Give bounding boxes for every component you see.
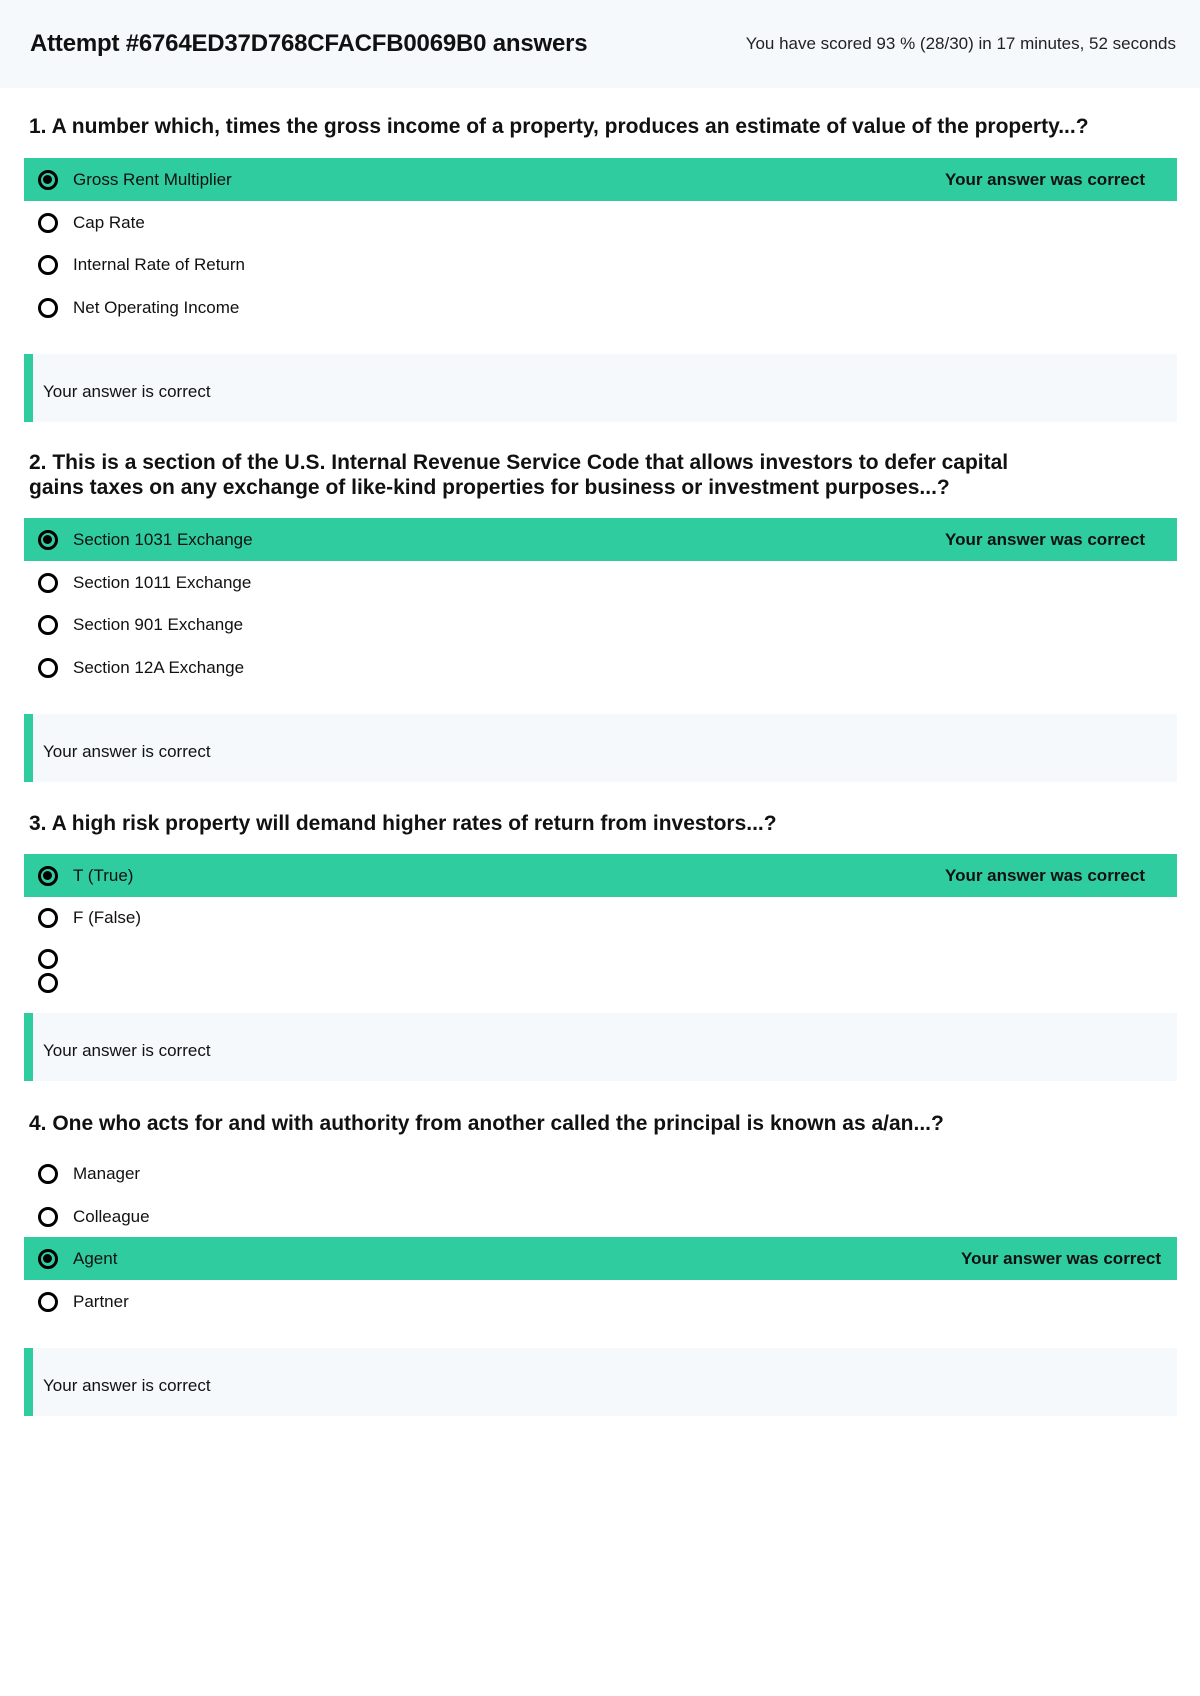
feedback-box: Your answer is correct [24, 1348, 1177, 1416]
answer-option[interactable] [24, 518, 1177, 561]
radio-icon[interactable] [38, 1207, 58, 1227]
option-label: Agent [73, 1248, 118, 1268]
score-summary: You have scored 93 % (28/30) in 17 minutes, 52 seconds [745, 34, 1176, 53]
radio-icon[interactable] [38, 573, 58, 593]
answer-option[interactable] [24, 1195, 1177, 1238]
feedback-box: Your answer is correct [24, 714, 1177, 782]
question-title: 4. One who acts for and with authority from another called the principal is known as a/an...? [29, 1112, 944, 1135]
radio-icon[interactable] [38, 908, 58, 928]
answer-option[interactable] [24, 1152, 1177, 1195]
radio-icon[interactable] [38, 1164, 58, 1184]
answer-option[interactable] [24, 896, 1177, 939]
radio-checked-icon[interactable] [38, 170, 58, 190]
feedback-box: Your answer is correct [24, 1013, 1177, 1081]
option-label: Manager [73, 1163, 141, 1183]
page-header [0, 0, 1200, 88]
option-label: F (False) [73, 907, 141, 927]
radio-icon[interactable] [38, 298, 58, 318]
option-label: Cap Rate [73, 212, 145, 232]
answer-option[interactable] [24, 854, 1177, 897]
correct-verdict: Your answer was correct [945, 169, 1145, 189]
answer-option[interactable] [24, 201, 1177, 244]
radio-checked-icon[interactable] [38, 866, 58, 886]
correct-verdict: Your answer was correct [945, 529, 1145, 549]
option-label: Section 1011 Exchange [73, 572, 252, 592]
radio-icon[interactable] [38, 615, 58, 635]
feedback-box: Your answer is correct [24, 354, 1177, 422]
option-label: Net Operating Income [73, 297, 240, 317]
answer-option[interactable] [24, 603, 1177, 646]
answer-option[interactable] [24, 646, 1177, 689]
radio-icon[interactable] [38, 973, 58, 993]
radio-icon[interactable] [38, 1292, 58, 1312]
radio-icon[interactable] [38, 255, 58, 275]
correct-verdict: Your answer was correct [945, 865, 1145, 885]
question-title: 2. This is a section of the U.S. Internal Revenue Service Code that allows investors to defer capital gains taxes on any exchange of like-kind properties for business or investment purposes...? [29, 451, 1009, 499]
question-title: 3. A high risk property will demand higher rates of return from investors...? [29, 812, 777, 835]
answer-option[interactable] [24, 1280, 1177, 1323]
correct-verdict: Your answer was correct [961, 1248, 1161, 1268]
option-label: Section 901 Exchange [73, 614, 244, 634]
radio-checked-icon[interactable] [38, 530, 58, 550]
option-label: Internal Rate of Return [73, 254, 245, 274]
option-label: Partner [73, 1291, 129, 1311]
page-title: Attempt #6764ED37D768CFACFB0069B0 answers [30, 30, 588, 57]
radio-checked-icon[interactable] [38, 1249, 58, 1269]
answer-option[interactable] [24, 561, 1177, 604]
option-label: T (True) [73, 865, 134, 885]
radio-icon[interactable] [38, 658, 58, 678]
radio-icon[interactable] [38, 213, 58, 233]
radio-icon[interactable] [38, 949, 58, 969]
answer-option[interactable] [24, 243, 1177, 286]
answer-option[interactable] [24, 1237, 1177, 1280]
answer-option[interactable] [24, 286, 1177, 329]
option-label: Section 12A Exchange [73, 657, 245, 677]
answer-option[interactable] [24, 158, 1177, 201]
question-title: 1. A number which, times the gross income of a property, produces an estimate of value of the property...? [29, 115, 1089, 138]
option-label: Colleague [73, 1206, 150, 1226]
option-label: Section 1031 Exchange [73, 529, 253, 549]
option-label: Gross Rent Multiplier [73, 169, 232, 189]
